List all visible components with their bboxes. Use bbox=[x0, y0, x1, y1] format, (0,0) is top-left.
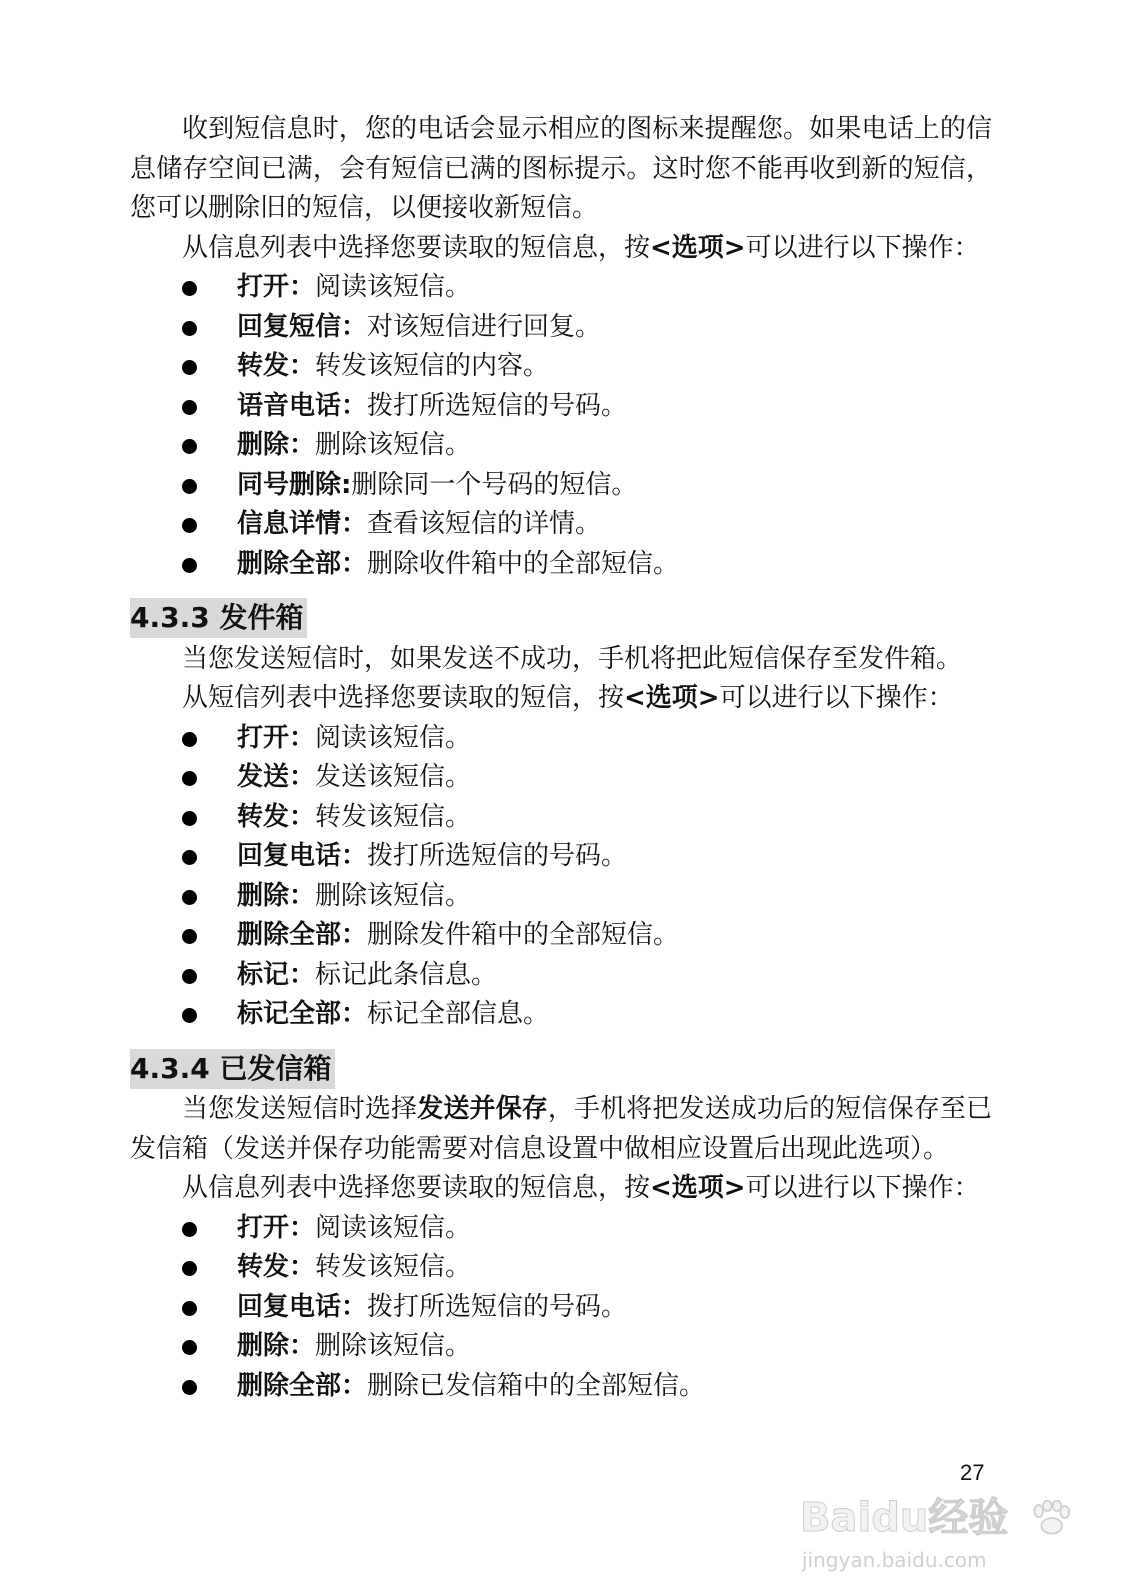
paragraph bbox=[130, 679, 992, 719]
bullet-dot-icon bbox=[182, 360, 197, 375]
bold-text: <选项> bbox=[650, 232, 746, 263]
item-label: 删除： bbox=[237, 430, 316, 460]
page-number: 27 bbox=[960, 1460, 985, 1485]
item-text: 删除该短信。 bbox=[315, 1331, 472, 1361]
text-segment: 从短信列表中选择您要读取的短信，按 bbox=[182, 683, 625, 713]
item-text: 删除该短信。 bbox=[315, 430, 472, 460]
text-segment: 可以进行以下操作： bbox=[745, 1173, 980, 1203]
bullet-dot-icon bbox=[182, 518, 197, 533]
bullet-dot-icon bbox=[182, 890, 197, 905]
item-label: 删除全部： bbox=[237, 548, 368, 579]
bullet-dot-icon bbox=[182, 1008, 197, 1023]
bullet-dot-icon bbox=[182, 1222, 197, 1237]
item-label: 回复电话： bbox=[237, 1291, 368, 1322]
bullet-dot-icon bbox=[182, 850, 197, 865]
list-item bbox=[130, 798, 992, 838]
item-label: 转发： bbox=[237, 351, 316, 381]
bullet-dot-icon bbox=[182, 811, 197, 826]
item-label: 回复电话： bbox=[237, 841, 368, 871]
paragraph bbox=[130, 229, 992, 269]
bullet-dot-icon bbox=[182, 439, 197, 454]
item-label: 同号删除: bbox=[237, 469, 352, 500]
item-text: 阅读该短信。 bbox=[315, 1212, 472, 1243]
item-text: 标记全部信息。 bbox=[367, 999, 550, 1029]
bullet-dot-icon bbox=[182, 969, 197, 984]
paw-icon bbox=[1030, 1500, 1070, 1536]
section-heading: 4.3.4 已发信箱 bbox=[130, 1049, 335, 1089]
list-item bbox=[130, 466, 992, 506]
watermark-url: jingyan.baidu.com bbox=[802, 1548, 987, 1572]
document-body bbox=[130, 110, 992, 1406]
item-label: 发送： bbox=[237, 762, 316, 792]
item-label: 语音电话： bbox=[237, 390, 368, 421]
paragraph bbox=[130, 1090, 992, 1169]
bullet-dot-icon bbox=[182, 771, 197, 786]
bullet-dot-icon bbox=[182, 281, 197, 296]
list-item bbox=[130, 956, 992, 996]
item-label: 打开： bbox=[237, 722, 316, 753]
text-segment: 从信息列表中选择您要读取的短信息，按 bbox=[182, 232, 651, 263]
bullet-dot-icon bbox=[182, 558, 197, 573]
item-text: 转发该短信。 bbox=[315, 1252, 472, 1282]
paragraph bbox=[130, 1169, 992, 1209]
paragraph bbox=[130, 110, 992, 229]
item-label: 打开： bbox=[237, 1212, 316, 1243]
list-item bbox=[130, 426, 992, 466]
item-text: 拨打所选短信的号码。 bbox=[367, 841, 628, 871]
item-text: 标记此条信息。 bbox=[315, 959, 498, 990]
list-item bbox=[130, 758, 992, 798]
list-item bbox=[130, 1209, 992, 1249]
list-item bbox=[130, 387, 992, 427]
text-segment: 当您发送短信时，如果发送不成功，手机将把此短信保存至发件箱。 bbox=[182, 643, 963, 674]
text-segment: 收到短信息时，您的电话会显示相应的图标来提醒您。如果电话上的信息储存空间已满，会有短信已满的图标提示。这时您不能再收到新的短信，您可以删除旧的短信，以便接收新短信。 bbox=[130, 114, 992, 223]
item-label: 转发： bbox=[237, 801, 316, 832]
item-label: 删除全部： bbox=[237, 920, 368, 950]
bullet-list bbox=[130, 1209, 992, 1407]
item-text: 阅读该短信。 bbox=[315, 272, 472, 302]
list-item bbox=[130, 1248, 992, 1288]
bold-text: 发送并保存 bbox=[417, 1094, 548, 1124]
text-segment: 当您发送短信时选择 bbox=[182, 1094, 418, 1124]
item-label: 信息详情： bbox=[237, 509, 368, 539]
list-item bbox=[130, 837, 992, 877]
item-text: 删除同一个号码的短信。 bbox=[351, 469, 638, 500]
bullet-dot-icon bbox=[182, 1380, 197, 1395]
list-item bbox=[130, 1367, 992, 1407]
bullet-dot-icon bbox=[182, 1261, 197, 1276]
item-label: 删除： bbox=[237, 1331, 316, 1361]
item-text: 删除该短信。 bbox=[315, 880, 472, 911]
item-label: 删除： bbox=[237, 880, 316, 911]
list-item bbox=[130, 916, 992, 956]
paragraph bbox=[130, 640, 992, 680]
item-text: 删除收件箱中的全部短信。 bbox=[367, 548, 680, 579]
item-label: 回复短信： bbox=[237, 311, 368, 342]
item-label: 转发： bbox=[237, 1252, 316, 1282]
section-heading-wrap bbox=[130, 584, 992, 640]
bullet-dot-icon bbox=[182, 1340, 197, 1355]
item-text: 阅读该短信。 bbox=[315, 722, 472, 753]
list-item bbox=[130, 545, 992, 585]
bullet-dot-icon bbox=[182, 732, 197, 747]
item-text: 删除发件箱中的全部短信。 bbox=[367, 920, 680, 950]
bullet-dot-icon bbox=[182, 400, 197, 415]
item-text: 发送该短信。 bbox=[315, 762, 472, 792]
baidu-watermark bbox=[800, 1496, 1100, 1582]
list-item bbox=[130, 1288, 992, 1328]
list-item bbox=[130, 308, 992, 348]
list-item bbox=[130, 347, 992, 387]
bold-text: <选项> bbox=[650, 1173, 746, 1203]
item-text: 查看该短信的详情。 bbox=[367, 509, 602, 539]
watermark-logo: Baidu经验 bbox=[800, 1495, 1009, 1541]
item-text: 对该短信进行回复。 bbox=[367, 311, 602, 342]
item-text: 拨打所选短信的号码。 bbox=[367, 390, 628, 421]
item-label: 标记全部： bbox=[237, 999, 368, 1029]
item-text: 转发该短信的内容。 bbox=[315, 351, 550, 381]
list-item bbox=[130, 877, 992, 917]
item-text: 转发该短信。 bbox=[315, 801, 472, 832]
bullet-dot-icon bbox=[182, 321, 197, 336]
item-label: 删除全部： bbox=[237, 1370, 368, 1401]
item-label: 标记： bbox=[237, 959, 316, 990]
bullet-list bbox=[130, 719, 992, 1035]
list-item bbox=[130, 268, 992, 308]
bold-text: <选项> bbox=[624, 683, 720, 713]
item-label: 打开： bbox=[237, 272, 316, 302]
list-item bbox=[130, 719, 992, 759]
item-text: 删除已发信箱中的全部短信。 bbox=[367, 1370, 706, 1401]
text-segment: 可以进行以下操作： bbox=[719, 683, 954, 713]
list-item bbox=[130, 995, 992, 1035]
text-segment: ，手机将把发送成功后的短信保存至已发信箱（发送并保存功能需要对信息设置中做相应设置后出现此选项）。 bbox=[130, 1094, 992, 1164]
list-item bbox=[130, 505, 992, 545]
bullet-dot-icon bbox=[182, 1301, 197, 1316]
section-heading: 4.3.3 发件箱 bbox=[130, 598, 307, 638]
bullet-list bbox=[130, 268, 992, 584]
bullet-dot-icon bbox=[182, 929, 197, 944]
list-item bbox=[130, 1327, 992, 1367]
item-text: 拨打所选短信的号码。 bbox=[367, 1291, 628, 1322]
bullet-dot-icon bbox=[182, 479, 197, 494]
text-segment: 从信息列表中选择您要读取的短信息，按 bbox=[182, 1173, 651, 1203]
text-segment: 可以进行以下操作： bbox=[745, 232, 980, 263]
section-heading-wrap bbox=[130, 1035, 992, 1091]
